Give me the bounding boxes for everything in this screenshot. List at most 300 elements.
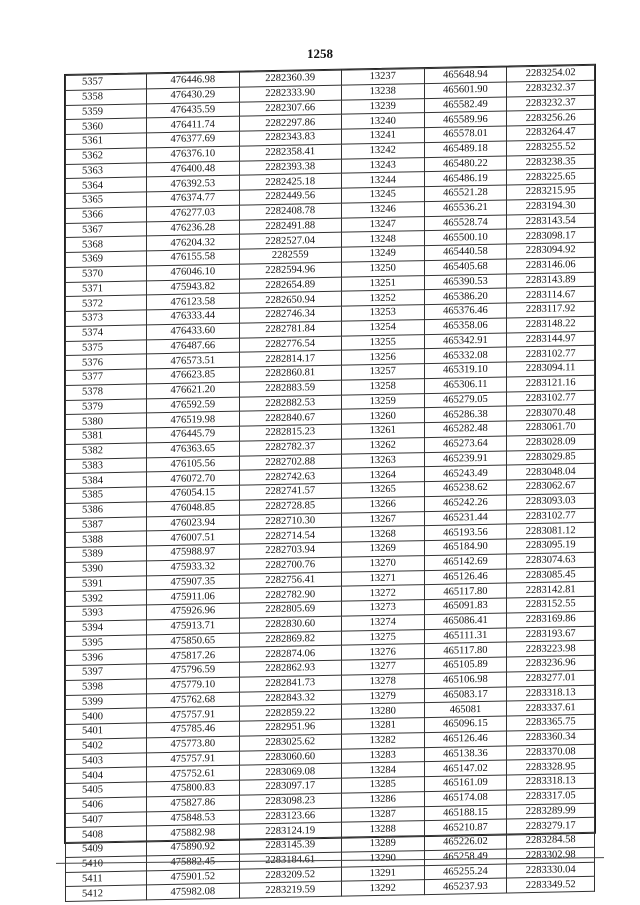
table-cell: 13278	[341, 673, 424, 689]
table-cell: 13241	[341, 128, 424, 144]
table-cell: 2282408.78	[239, 203, 341, 220]
table-cell: 2283095.19	[507, 537, 595, 553]
table-cell: 465342.91	[424, 332, 507, 348]
table-cell: 2283152.55	[507, 596, 595, 612]
table-cell: 2283081.12	[507, 523, 595, 539]
table-cell: 13263	[341, 452, 424, 468]
coordinates-table	[65, 65, 595, 902]
table-cell: 5404	[66, 767, 147, 783]
table-cell: 465273.64	[424, 436, 507, 452]
table-cell: 465521.28	[424, 185, 507, 201]
table-cell: 476411.74	[147, 116, 240, 133]
table-cell: 475907.35	[147, 574, 240, 591]
table-cell: 2282883.59	[239, 380, 341, 397]
table-cell: 13259	[341, 393, 424, 409]
table-cell: 13242	[341, 142, 424, 158]
table-cell: 475982.08	[147, 883, 240, 900]
table-cell: 476236.28	[147, 220, 240, 237]
table-cell: 465258.49	[424, 849, 507, 865]
table-cell: 476519.98	[147, 411, 240, 428]
table-cell: 475882.98	[147, 824, 240, 841]
table-cell: 476007.51	[147, 529, 240, 546]
table-cell: 465358.06	[424, 318, 507, 334]
table-cell: 5382	[66, 443, 147, 459]
table-cell: 2282333.90	[239, 85, 341, 102]
table-cell: 2283124.19	[239, 822, 341, 839]
table-cell: 465237.93	[424, 878, 507, 894]
table-cell: 13268	[341, 526, 424, 542]
table-cell: 2283279.17	[507, 818, 595, 834]
table-cell: 2283123.66	[239, 808, 341, 825]
table-cell: 2283097.17	[239, 778, 341, 795]
table-cell: 2282805.69	[239, 601, 341, 618]
table-cell: 2283328.95	[507, 759, 595, 775]
table-cell: 475911.06	[147, 588, 240, 605]
table-cell: 2283143.89	[507, 272, 595, 288]
table-cell: 465105.89	[424, 657, 507, 673]
table-cell: 476433.60	[147, 323, 240, 340]
table-cell: 2282815.23	[239, 424, 341, 441]
table-cell: 465578.01	[424, 126, 507, 142]
table-cell: 2283223.98	[507, 641, 595, 657]
table-cell: 2282781.84	[239, 321, 341, 338]
table-cell: 5358	[66, 89, 147, 105]
table-cell: 2282343.83	[239, 129, 341, 146]
table-cell: 5396	[66, 649, 147, 665]
table-cell: 13292	[341, 880, 424, 896]
table-cell: 2283025.62	[239, 734, 341, 751]
table-cell: 475796.59	[147, 662, 240, 679]
table-cell: 13246	[341, 201, 424, 217]
table-cell: 5391	[66, 575, 147, 591]
table-cell: 475817.26	[147, 647, 240, 664]
table-cell: 2282841.73	[239, 675, 341, 692]
table-cell: 5402	[66, 738, 147, 754]
table-cell: 475850.65	[147, 633, 240, 650]
table-cell: 5372	[66, 295, 147, 311]
table-cell: 13245	[341, 187, 424, 203]
table-cell: 465106.98	[424, 672, 507, 688]
table-cell: 2283048.04	[507, 464, 595, 480]
page-number: 1258	[307, 46, 333, 61]
table-cell: 13285	[341, 777, 424, 793]
table-cell: 475926.96	[147, 603, 240, 620]
table-cell: 13264	[341, 467, 424, 483]
table-cell: 475901.52	[147, 869, 240, 886]
table-cell: 2282860.81	[239, 365, 341, 382]
table-cell: 465239.91	[424, 450, 507, 466]
table-cell: 475752.61	[147, 765, 240, 782]
table-cell: 5360	[66, 118, 147, 134]
table-cell: 5410	[66, 856, 147, 872]
table-cell: 2283254.02	[507, 65, 595, 81]
table-cell: 13238	[341, 83, 424, 99]
table-cell: 5373	[66, 310, 147, 326]
table-cell: 2283238.35	[507, 154, 595, 170]
table-cell: 465126.46	[424, 731, 507, 747]
table-cell: 2283318.13	[507, 773, 595, 789]
table-cell: 2282782.37	[239, 439, 341, 456]
table-cell: 13282	[341, 732, 424, 748]
table-cell: 2283215.95	[507, 183, 595, 199]
table-cell: 5390	[66, 561, 147, 577]
table-cell: 5363	[66, 162, 147, 178]
table-cell: 465500.10	[424, 229, 507, 245]
table-cell: 465528.74	[424, 214, 507, 230]
table-cell: 2282702.88	[239, 454, 341, 471]
table-cell: 2282594.96	[239, 262, 341, 279]
table-cell: 2282491.88	[239, 218, 341, 235]
table-cell: 465126.46	[424, 568, 507, 584]
coordinates-table-body	[66, 65, 595, 901]
table-cell: 5393	[66, 605, 147, 621]
table-cell: 2283117.92	[507, 301, 595, 317]
table-cell: 13286	[341, 791, 424, 807]
table-cell: 2282297.86	[239, 114, 341, 131]
table-cell: 5392	[66, 590, 147, 606]
table-cell: 13274	[341, 614, 424, 630]
table-cell: 5405	[66, 782, 147, 798]
table-cell: 13255	[341, 334, 424, 350]
table-cell: 2283236.96	[507, 655, 595, 671]
table-cell: 13243	[341, 157, 424, 173]
table-cell: 476123.58	[147, 293, 240, 310]
table-cell: 2283094.92	[507, 242, 595, 258]
table-cell: 2283360.34	[507, 729, 595, 745]
table-cell: 13289	[341, 836, 424, 852]
table-cell: 476400.48	[147, 161, 240, 178]
table-cell: 465282.48	[424, 421, 507, 437]
table-cell: 2283144.97	[507, 331, 595, 347]
table-cell: 13249	[341, 246, 424, 262]
table-cell: 13270	[341, 555, 424, 571]
table-cell: 2282951.96	[239, 719, 341, 736]
table-cell: 465161.09	[424, 775, 507, 791]
table-cell: 465332.08	[424, 347, 507, 363]
table-cell: 2282843.32	[239, 690, 341, 707]
table-cell: 2282700.76	[239, 557, 341, 574]
table-cell: 13267	[341, 511, 424, 527]
table-cell: 2283232.37	[507, 95, 595, 111]
table-cell: 5409	[66, 841, 147, 857]
table-cell: 2283370.08	[507, 744, 595, 760]
table-cell: 2283143.54	[507, 213, 595, 229]
table-cell: 465083.17	[424, 686, 507, 702]
table-cell: 5389	[66, 546, 147, 562]
table-cell: 5400	[66, 708, 147, 724]
table-cell: 13277	[341, 659, 424, 675]
table-cell: 475785.46	[147, 721, 240, 738]
table-cell: 476277.03	[147, 205, 240, 222]
table-cell: 5411	[66, 870, 147, 886]
table-cell: 13290	[341, 850, 424, 866]
table-cell: 2283098.17	[507, 228, 595, 244]
table-cell: 465210.87	[424, 819, 507, 835]
table-cell: 465142.69	[424, 554, 507, 570]
table-cell: 5384	[66, 472, 147, 488]
table-cell: 476435.59	[147, 102, 240, 119]
table-cell: 2283061.70	[507, 419, 595, 435]
table-cell: 2283074.63	[507, 552, 595, 568]
table-cell: 5361	[66, 133, 147, 149]
table-cell: 2283349.52	[507, 877, 595, 893]
table-cell: 2282714.54	[239, 527, 341, 544]
table-cell: 13271	[341, 570, 424, 586]
table-cell: 5378	[66, 384, 147, 400]
table-cell: 2282307.66	[239, 100, 341, 117]
table-cell: 475773.80	[147, 736, 240, 753]
table-cell: 13258	[341, 378, 424, 394]
table-cell: 2282756.41	[239, 572, 341, 589]
table-cell: 476392.53	[147, 175, 240, 192]
table-cell: 476573.51	[147, 352, 240, 369]
table-cell: 2282782.90	[239, 586, 341, 603]
table-cell: 2282742.63	[239, 468, 341, 485]
table-cell: 465255.24	[424, 863, 507, 879]
table-cell: 2283069.08	[239, 763, 341, 780]
table-cell: 13283	[341, 747, 424, 763]
table-cell: 465086.41	[424, 613, 507, 629]
table-cell: 5375	[66, 339, 147, 355]
table-cell: 465238.62	[424, 480, 507, 496]
table-cell: 465386.20	[424, 288, 507, 304]
table-cell: 13252	[341, 290, 424, 306]
table-cell: 476363.65	[147, 441, 240, 458]
table-cell: 2283145.39	[239, 837, 341, 854]
table-cell: 476374.77	[147, 190, 240, 207]
table-cell: 2282393.38	[239, 159, 341, 176]
table-cell: 476445.79	[147, 426, 240, 443]
table-cell: 13250	[341, 260, 424, 276]
table-cell: 5370	[66, 266, 147, 282]
table-cell: 465390.53	[424, 273, 507, 289]
coordinates-table-wrapper	[64, 64, 596, 900]
table-cell: 5395	[66, 634, 147, 650]
table-cell: 465486.19	[424, 170, 507, 186]
table-cell: 13291	[341, 865, 424, 881]
table-cell: 5406	[66, 797, 147, 813]
table-cell: 5412	[66, 885, 147, 901]
table-cell: 5403	[66, 752, 147, 768]
table-cell: 2283194.30	[507, 198, 595, 214]
table-cell: 2283337.61	[507, 700, 595, 716]
table-cell: 465589.96	[424, 111, 507, 127]
table-cell: 465117.80	[424, 642, 507, 658]
table-cell: 476054.15	[147, 485, 240, 502]
table-cell: 475757.91	[147, 751, 240, 768]
table-cell: 5386	[66, 502, 147, 518]
table-cell: 13262	[341, 437, 424, 453]
table-cell: 2283169.86	[507, 611, 595, 627]
table-cell: 465306.11	[424, 377, 507, 393]
table-cell: 465480.22	[424, 155, 507, 171]
table-cell: 13287	[341, 806, 424, 822]
table-cell: 475757.91	[147, 706, 240, 723]
table-cell: 2282776.54	[239, 336, 341, 353]
table-cell: 2283070.48	[507, 405, 595, 421]
table-cell: 13244	[341, 172, 424, 188]
table-cell: 5364	[66, 177, 147, 193]
table-cell: 13253	[341, 305, 424, 321]
table-cell: 2283146.06	[507, 257, 595, 273]
table-cell: 465111.31	[424, 627, 507, 643]
table-cell: 465489.18	[424, 141, 507, 157]
table-cell: 2283193.67	[507, 626, 595, 642]
table-cell: 13261	[341, 423, 424, 439]
table-cell: 5357	[66, 74, 147, 90]
table-cell: 5367	[66, 221, 147, 237]
table-cell: 2282654.89	[239, 277, 341, 294]
table-cell: 5365	[66, 192, 147, 208]
table-cell: 13237	[341, 69, 424, 85]
table-cell: 2282650.94	[239, 291, 341, 308]
table-cell: 2282874.06	[239, 645, 341, 662]
table-cell: 475762.68	[147, 692, 240, 709]
table-cell: 2283232.37	[507, 80, 595, 96]
table-cell: 2282703.94	[239, 542, 341, 559]
table-cell: 2283142.81	[507, 582, 595, 598]
table-cell: 13269	[341, 541, 424, 557]
table-cell: 476592.59	[147, 397, 240, 414]
table-cell: 476623.85	[147, 367, 240, 384]
table-cell: 13273	[341, 600, 424, 616]
table-cell: 465536.21	[424, 200, 507, 216]
table-cell: 476046.10	[147, 264, 240, 281]
table-cell: 465117.80	[424, 583, 507, 599]
table-cell: 2283102.77	[507, 346, 595, 362]
table-cell: 5368	[66, 236, 147, 252]
table-cell: 5377	[66, 369, 147, 385]
table-cell: 475943.82	[147, 279, 240, 296]
table-cell: 5366	[66, 207, 147, 223]
table-cell: 475827.86	[147, 795, 240, 812]
table-cell: 476155.58	[147, 249, 240, 266]
table-cell: 13251	[341, 275, 424, 291]
table-cell: 2282527.04	[239, 232, 341, 249]
table-cell: 475933.32	[147, 559, 240, 576]
table-cell: 2283098.23	[239, 793, 341, 810]
table-cell: 475890.92	[147, 839, 240, 856]
table-cell: 2283085.45	[507, 567, 595, 583]
table-cell: 476621.20	[147, 382, 240, 399]
table-cell: 2282859.22	[239, 704, 341, 721]
table-cell: 2283094.11	[507, 360, 595, 376]
table-cell: 2282746.34	[239, 306, 341, 323]
table-cell: 5385	[66, 487, 147, 503]
table-cell: 476023.94	[147, 515, 240, 532]
table-cell: 13257	[341, 364, 424, 380]
table-cell: 476377.69	[147, 131, 240, 148]
table-cell: 13280	[341, 703, 424, 719]
table-cell: 13248	[341, 231, 424, 247]
table-cell: 2283289.99	[507, 803, 595, 819]
table-cell: 475988.97	[147, 544, 240, 561]
table-cell: 2283121.16	[507, 375, 595, 391]
table-cell: 2283060.60	[239, 749, 341, 766]
table-cell: 476376.10	[147, 146, 240, 163]
table-cell: 2282559	[239, 247, 341, 264]
table-cell: 5407	[66, 811, 147, 827]
table-cell: 2283114.67	[507, 287, 595, 303]
table-cell: 2283277.01	[507, 670, 595, 686]
table-cell: 2283225.65	[507, 169, 595, 185]
table-cell: 2283317.05	[507, 788, 595, 804]
table-cell: 465138.36	[424, 745, 507, 761]
table-cell: 2283284.58	[507, 832, 595, 848]
table-cell: 465193.56	[424, 524, 507, 540]
table-cell: 465440.58	[424, 244, 507, 260]
table-cell: 5383	[66, 457, 147, 473]
table-cell: 465147.02	[424, 760, 507, 776]
table-cell: 2283102.77	[507, 390, 595, 406]
table-cell: 2282728.85	[239, 498, 341, 515]
table-cell: 476446.98	[147, 72, 240, 89]
table-cell: 2283093.03	[507, 493, 595, 509]
table-cell: 2283062.67	[507, 478, 595, 494]
table-cell: 2283102.77	[507, 508, 595, 524]
table-cell: 2283264.47	[507, 124, 595, 140]
table-cell: 13272	[341, 585, 424, 601]
table-cell: 5374	[66, 325, 147, 341]
table-cell: 465081	[424, 701, 507, 717]
table-cell: 2282814.17	[239, 350, 341, 367]
table-cell: 5380	[66, 413, 147, 429]
table-cell: 2283365.75	[507, 714, 595, 730]
table-cell: 5387	[66, 516, 147, 532]
table-cell: 2282869.82	[239, 631, 341, 648]
table-cell: 5399	[66, 693, 147, 709]
table-cell: 2282425.18	[239, 173, 341, 190]
table-cell: 2283318.13	[507, 685, 595, 701]
table-cell: 13239	[341, 98, 424, 114]
table-cell: 13279	[341, 688, 424, 704]
table-cell: 2283302.98	[507, 847, 595, 863]
table-cell: 5376	[66, 354, 147, 370]
table-cell: 5359	[66, 103, 147, 119]
table-cell: 5388	[66, 531, 147, 547]
table-cell: 465096.15	[424, 716, 507, 732]
table-cell: 2282449.56	[239, 188, 341, 205]
table-cell: 13288	[341, 821, 424, 837]
table-cell: 476105.56	[147, 456, 240, 473]
table-cell: 476072.70	[147, 470, 240, 487]
table-cell: 2282840.67	[239, 409, 341, 426]
table-cell: 465286.38	[424, 406, 507, 422]
table-cell: 13260	[341, 408, 424, 424]
table-cell: 13281	[341, 718, 424, 734]
table-cell: 5401	[66, 723, 147, 739]
table-cell: 475779.10	[147, 677, 240, 694]
table-cell: 476204.32	[147, 234, 240, 251]
table-cell: 2283256.26	[507, 110, 595, 126]
table-cell: 2283028.09	[507, 434, 595, 450]
table-cell: 2282710.30	[239, 513, 341, 530]
table-cell: 465601.90	[424, 82, 507, 98]
table-cell: 2283330.04	[507, 862, 595, 878]
table-cell: 13247	[341, 216, 424, 232]
table-cell: 475848.53	[147, 810, 240, 827]
table-cell: 2283184.61	[239, 852, 341, 869]
table-cell: 476487.66	[147, 338, 240, 355]
table-cell: 2282358.41	[239, 144, 341, 161]
table-cell: 465376.46	[424, 303, 507, 319]
table-cell: 465242.26	[424, 495, 507, 511]
table-cell: 465174.08	[424, 790, 507, 806]
table-cell: 2282360.39	[239, 70, 341, 87]
table-cell: 465188.15	[424, 804, 507, 820]
table-cell: 2282882.53	[239, 395, 341, 412]
table-cell: 13266	[341, 496, 424, 512]
